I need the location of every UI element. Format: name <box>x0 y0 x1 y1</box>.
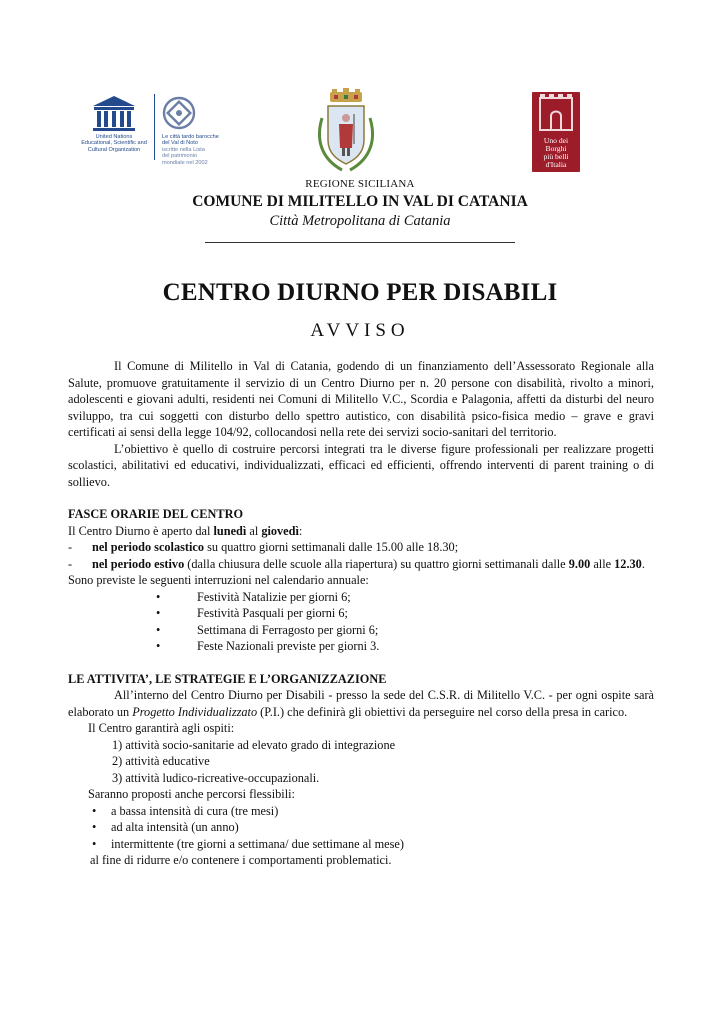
guarantee-intro: Il Centro garantirà agli ospiti: <box>88 721 235 735</box>
unesco-line-2: Educational, Scientific and <box>81 140 147 147</box>
activity-item: 3) attività ludico-ricreative-occupazionali. <box>112 770 320 785</box>
spacer <box>68 490 654 506</box>
city-subtitle: Città Metropolitana di Catania <box>269 213 451 229</box>
document-body <box>68 358 654 869</box>
flex-list <box>68 803 654 853</box>
opening-text-2: al <box>246 523 262 538</box>
flex-text: a bassa intensità di cura (tre mesi) <box>111 803 279 818</box>
borghi-text <box>532 137 580 169</box>
list-item <box>68 836 654 853</box>
attivita-text-2: (P.I.) che definirà gli obiettivi da perseguire nel corso della presa in carico. <box>257 704 628 719</box>
bullet-icon: • <box>92 803 97 818</box>
attivita-paragraph <box>68 687 654 720</box>
fasce-heading: FASCE ORARIE DEL CENTRO <box>68 507 244 521</box>
list-item <box>68 803 654 820</box>
list-item <box>68 605 654 622</box>
region-name: REGIONE SICILIANA <box>305 178 415 190</box>
site-line-2: del Val di Noto <box>162 140 198 147</box>
bullet-icon: • <box>156 589 161 604</box>
municipal-crest-icon <box>312 88 380 176</box>
activity-item: 1) attività socio-sanitarie ad elevato grado di integrazione <box>112 737 396 752</box>
attivita-heading: LE ATTIVITA’, LE STRATEGIE E L’ORGANIZZAZIONE <box>68 671 387 686</box>
opening-colon: : <box>298 523 303 538</box>
site-line-1: Le città tardo barocche <box>162 134 219 140</box>
list-item <box>68 819 654 836</box>
bullet-icon: • <box>156 639 161 653</box>
bullet-icon: • <box>156 622 161 637</box>
interruption-text: Festività Pasquali per giorni 6; <box>197 606 348 620</box>
comune-name: COMUNE DI MILITELLO IN VAL DI CATANIA <box>192 193 528 210</box>
summer-end-time: 12.30 <box>614 556 642 571</box>
summer-start-time: 9.00 <box>568 556 591 571</box>
page-title: CENTRO DIURNO PER DISABILI <box>162 279 558 306</box>
interruption-text: Feste Nazionali previste per giorni 3. <box>197 639 380 653</box>
summer-mid-text: alle <box>590 556 615 571</box>
list-item <box>68 622 654 639</box>
interruptions-list <box>68 589 654 655</box>
school-period-text: su quattro giorni settimanali dalle 15.00 alle 18.30; <box>204 540 459 554</box>
opening-days <box>68 523 654 540</box>
unesco-line-1: United Nations <box>95 134 133 140</box>
header-rule <box>205 242 515 243</box>
summer-period-text: (dalla chiusura delle scuole alla riapertura) su quattro giorni settimanali dalle <box>184 556 569 571</box>
unesco-line-3: Cultural Organization <box>87 146 141 153</box>
logo-divider <box>154 94 155 160</box>
schedule-summer <box>68 556 654 573</box>
borghi-line-4: d'Italia <box>545 160 567 169</box>
progetto-individualizzato: Progetto Individualizzato <box>132 704 258 719</box>
unesco-org-text <box>78 134 150 153</box>
summer-period-end: . <box>641 556 645 571</box>
notice-label: AVVISO <box>310 320 410 341</box>
bullet-icon: • <box>92 836 97 851</box>
activity-item: 2) attività educative <box>112 754 210 768</box>
closing-line: al fine di ridurre e/o contenere i comportamenti problematici. <box>90 853 392 867</box>
unesco-logo <box>78 90 228 166</box>
borghi-tower-icon <box>532 92 580 136</box>
site-line-4: del patrimonio <box>162 153 198 160</box>
flex-text: ad alta intensità (un anno) <box>111 820 239 834</box>
world-heritage-icon <box>162 96 196 130</box>
site-line-3: iscritte nella Lista <box>162 146 205 153</box>
bullet-icon: • <box>92 820 97 834</box>
dash-marker: - <box>68 540 73 554</box>
flex-text: intermittente (tre giorni a settimana/ due settimane al mese) <box>111 836 404 851</box>
bullet-icon: • <box>156 606 161 620</box>
borghi-logo <box>532 92 580 172</box>
list-item <box>68 638 654 655</box>
unesco-temple-icon <box>91 94 137 134</box>
borghi-line-2: Borghi <box>545 144 567 153</box>
list-item <box>68 589 654 606</box>
intro-paragraph-2: L’obiettivo è quello di costruire percorsi integrati tra le diverse figure professionali per realizzare progetti scolastici, abilitativi ed educativi, individualizzati, efficaci ed efficienti, offrendo interventi di parent training o di sollievo. <box>68 441 654 489</box>
interruption-text: Settimana di Ferragosto per giorni 6; <box>197 622 379 637</box>
interruption-text: Festività Natalizie per giorni 6; <box>197 589 351 604</box>
intro-paragraph-1: Il Comune di Militello in Val di Catania, godendo di un finanziamento dell’Assessorato Regionale alla Salute, promuove gratuitamente il servizio di un Centro Diurno per n. 20 persone con disabilità, rivolto a minori, adolescenti e giovani adulti, residenti nei Comuni di Militello V.C., Scordia e Palagonia, affetti da disturbi del neuro sviluppo, tra cui soggetti con disturbo dello spettro autistico, con disabilità psico-fisica medio – grave e gravi certificati ai sensi della legge 104/92, collocandosi nella rete dei servizi socio-sanitari del territorio. <box>68 359 654 439</box>
site-line-5: mondiale nel 2002 <box>162 159 208 166</box>
opening-day-end: giovedì <box>261 523 299 538</box>
interruptions-intro: Sono previste le seguenti interruzioni nel calendario annuale: <box>68 573 369 587</box>
flex-intro: Saranno proposti anche percorsi flessibili: <box>88 787 295 801</box>
summer-period-label: nel periodo estivo <box>92 556 185 571</box>
dash-marker: - <box>68 556 73 571</box>
borghi-line-3: più belli <box>543 152 569 161</box>
spacer <box>68 655 654 671</box>
schedule-school <box>68 539 654 556</box>
site-text <box>162 134 228 166</box>
opening-text: Il Centro Diurno è aperto dal <box>68 523 214 538</box>
borghi-line-1: Uno dei <box>543 136 569 145</box>
opening-day-start: lunedì <box>213 523 247 538</box>
attivita-text-1: All’interno del Centro Diurno per Disabili - presso la sede del C.S.R. di Militello V.C. - per ogni ospite sarà elaborato un <box>68 688 654 719</box>
school-period-label: nel periodo scolastico <box>92 540 205 554</box>
